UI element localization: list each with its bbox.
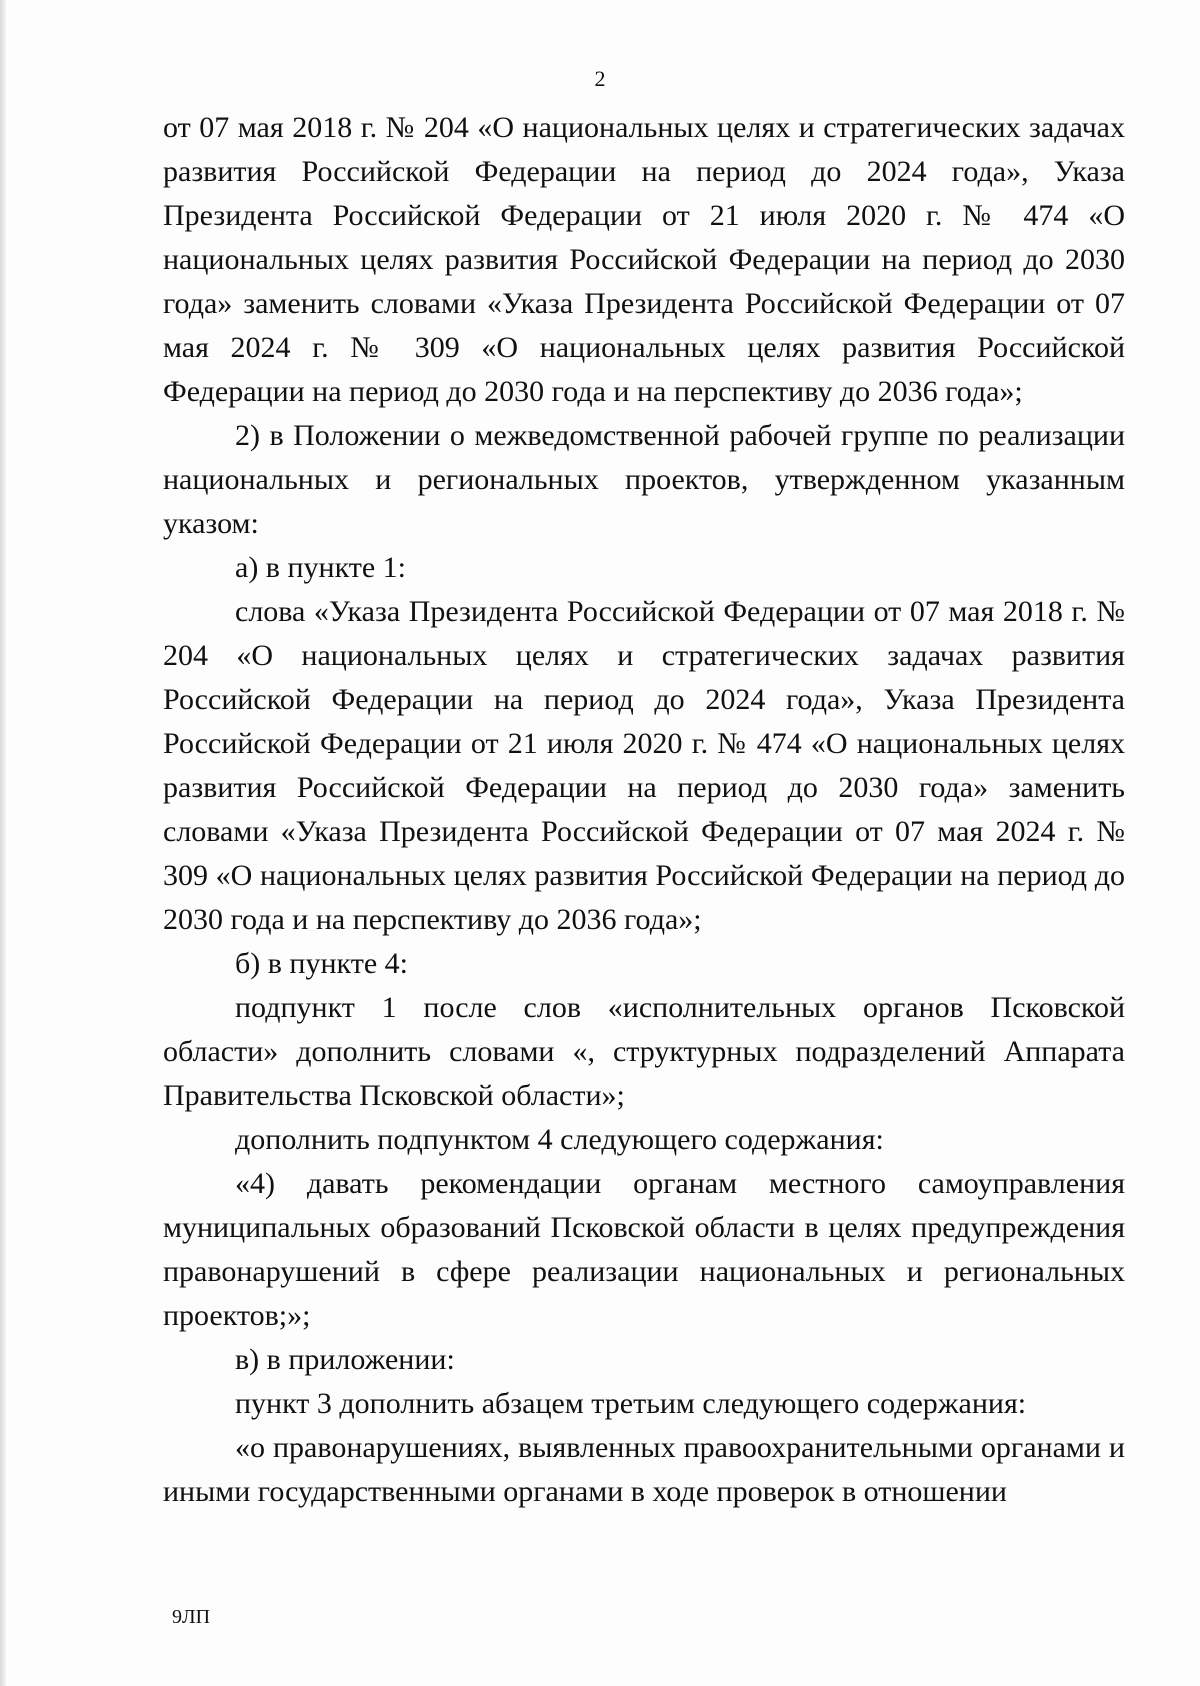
paragraph-words-replacement: слова «Указа Президента Российской Федерации от 07 мая 2018 г. № 204 «О национальных целях и стратегических задачах развития Российской Федерации на период до 2024 года», Указа Президента Российской Федерации от 21 июля 2020 г. № 474 «О национальных целях развития Российской Федерации на период до 2030 года» заменить словами «Указа Президента Российской Федерации от 07 мая 2024 г. № 309 «О национальных целях развития Российской Федерации на период до 2030 года и на перспективу до 2036 года»; bbox=[163, 595, 1125, 936]
paragraph-continuation: от 07 мая 2018 г. № 204 «О национальных целях и стратегических задачах развития Российской Федерации на период до 2024 года», Указа Президента Российской Федерации от 21 июля 2020 г. № 474 «О национальных целях развития Российской Федерации на период до 2030 года» заменить словами «Указа Президента Российской Федерации от 07 мая 2024 г. № 309 «О национальных целях развития Российской Федерации на период до 2030 года и на перспективу до 2036 года»; bbox=[163, 111, 1125, 408]
paragraph-point-3-text: «о правонарушениях, выявленных правоохранительными органами и иными государственными органами в ходе проверок в отношении bbox=[163, 1431, 1125, 1508]
footer-code: 9ЛП bbox=[172, 1606, 211, 1628]
paragraph-subpoint-1: подпункт 1 после слов «исполнительных органов Псковской области» дополнить словами «, структурных подразделений Аппарата Правительства Псковской области»; bbox=[163, 991, 1125, 1112]
paragraph-subitem-v: в) в приложении: bbox=[235, 1343, 455, 1376]
paragraph-item-2: 2) в Положении о межведомственной рабочей группе по реализации национальных и региональных проектов, утвержденном указанным указом: bbox=[163, 419, 1125, 540]
document-body bbox=[163, 106, 1125, 1514]
paragraph-subitem-a: а) в пункте 1: bbox=[235, 551, 407, 584]
paragraph-add-subpoint-4: дополнить подпунктом 4 следующего содержания: bbox=[235, 1123, 884, 1156]
page-number: 2 bbox=[594, 66, 606, 91]
scan-edge bbox=[0, 0, 6, 1686]
paragraph-point-3: пункт 3 дополнить абзацем третьим следующего содержания: bbox=[235, 1387, 1027, 1420]
paragraph-subpoint-4-text: «4) давать рекомендации органам местного самоуправления муниципальных образований Псковской области в целях предупреждения правонарушений в сфере реализации национальных и региональных проектов;»; bbox=[163, 1167, 1125, 1332]
paragraph-subitem-b: б) в пункте 4: bbox=[235, 947, 408, 980]
